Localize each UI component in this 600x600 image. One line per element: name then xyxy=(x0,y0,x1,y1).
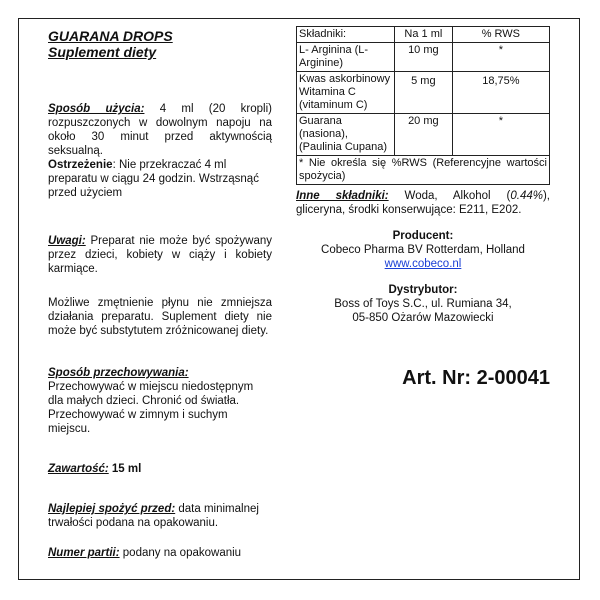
notes-section-2 xyxy=(48,296,272,338)
alcohol-percent: 0.44% xyxy=(510,190,543,202)
table-header-row xyxy=(297,27,550,43)
producer-link[interactable]: www.cobeco.nl xyxy=(384,258,462,270)
usage-text: 4 ml (20 kropli) rozpuszczonych w dowolnym napoju na około 30 minut przed aktywnością seksualną. xyxy=(48,103,272,157)
notes-text-2: Możliwe zmętnienie płynu nie zmniejsza działania preparatu. Suplement diety nie może być substytutem zróżnicowanej diety. xyxy=(48,297,272,337)
table-header: Składniki: xyxy=(297,27,395,43)
table-cell: 5 mg xyxy=(394,72,452,114)
producer-text: Cobeco Pharma BV Rotterdam, Holland xyxy=(321,244,525,256)
other-ingredients-text-a: Woda, Alkohol ( xyxy=(388,190,511,202)
distributor-line-2: 05-850 Ożarów Mazowiecki xyxy=(352,312,494,324)
contents-section xyxy=(48,462,272,476)
ingredients-table xyxy=(296,26,550,185)
table-cell: 18,75% xyxy=(452,72,549,114)
table-header: % RWS xyxy=(452,27,549,43)
distributor-section xyxy=(296,283,550,325)
storage-label: Sposób przechowywania: xyxy=(48,367,189,379)
warning-section xyxy=(48,158,272,200)
notes-section xyxy=(48,234,272,276)
warning-text: : Nie przekraczać 4 ml preparatu w ciągu 24 godzin. Wstrząsnąć przed użyciem xyxy=(48,159,259,199)
storage-text: Przechowywać w miejscu niedostępnym dla małych dzieci. Chronić od światła. Przechowywać w zimnym i suchym miejscu. xyxy=(48,381,254,435)
contents-value: 15 ml xyxy=(108,463,142,475)
table-cell: Guarana (nasiona), (Paulinia Cupana) xyxy=(297,114,395,156)
usage-label: Sposób użycia: xyxy=(48,103,145,115)
producer-section xyxy=(296,229,550,271)
table-row xyxy=(297,43,550,72)
other-ingredients-text-b: ), gliceryna, środki konserwujące: E211, E202. xyxy=(296,190,550,216)
table-cell: L- Arginina (L-Arginine) xyxy=(297,43,395,72)
best-before-text: data minimalnej trwałości podana na opakowaniu. xyxy=(48,503,259,529)
other-ingredients-label: Inne składniki: xyxy=(296,190,389,202)
table-cell: * xyxy=(452,43,549,72)
article-number: Art. Nr: 2-00041 xyxy=(402,367,550,389)
producer-label: Producent: xyxy=(392,230,454,242)
distributor-line-1: Boss of Toys S.C., ul. Rumiana 34, xyxy=(334,298,512,310)
table-cell: 20 mg xyxy=(394,114,452,156)
batch-section xyxy=(48,546,272,560)
storage-section xyxy=(48,366,272,436)
best-before-label: Najlepiej spożyć przed: xyxy=(48,503,176,515)
usage-section xyxy=(48,102,272,158)
other-ingredients-section xyxy=(296,189,550,217)
notes-label: Uwagi: xyxy=(48,235,86,247)
right-column xyxy=(296,26,550,389)
warning-label: Ostrzeżenie xyxy=(48,159,113,171)
table-header: Na 1 ml xyxy=(394,27,452,43)
batch-label: Numer partii: xyxy=(48,547,120,559)
table-footnote: * Nie określa się %RWS (Referencyjne wartości spożycia) xyxy=(297,156,550,185)
product-name: GUARANA DROPS xyxy=(48,28,173,44)
table-cell: Kwas askorbinowy Witamina C (vitaminum C) xyxy=(297,72,395,114)
batch-text: podany na opakowaniu xyxy=(119,547,242,559)
product-subtitle: Suplement diety xyxy=(48,44,157,60)
contents-label: Zawartość: xyxy=(48,463,109,475)
distributor-label: Dystrybutor: xyxy=(388,284,458,296)
notes-text: Preparat nie może być spożywany przez dzieci, kobiety w ciąży i kobiety karmiące. xyxy=(48,235,272,275)
table-cell: 10 mg xyxy=(394,43,452,72)
table-footnote-row xyxy=(297,156,550,185)
table-row xyxy=(297,114,550,156)
best-before-section xyxy=(48,502,272,530)
table-cell: * xyxy=(452,114,549,156)
table-row xyxy=(297,72,550,114)
